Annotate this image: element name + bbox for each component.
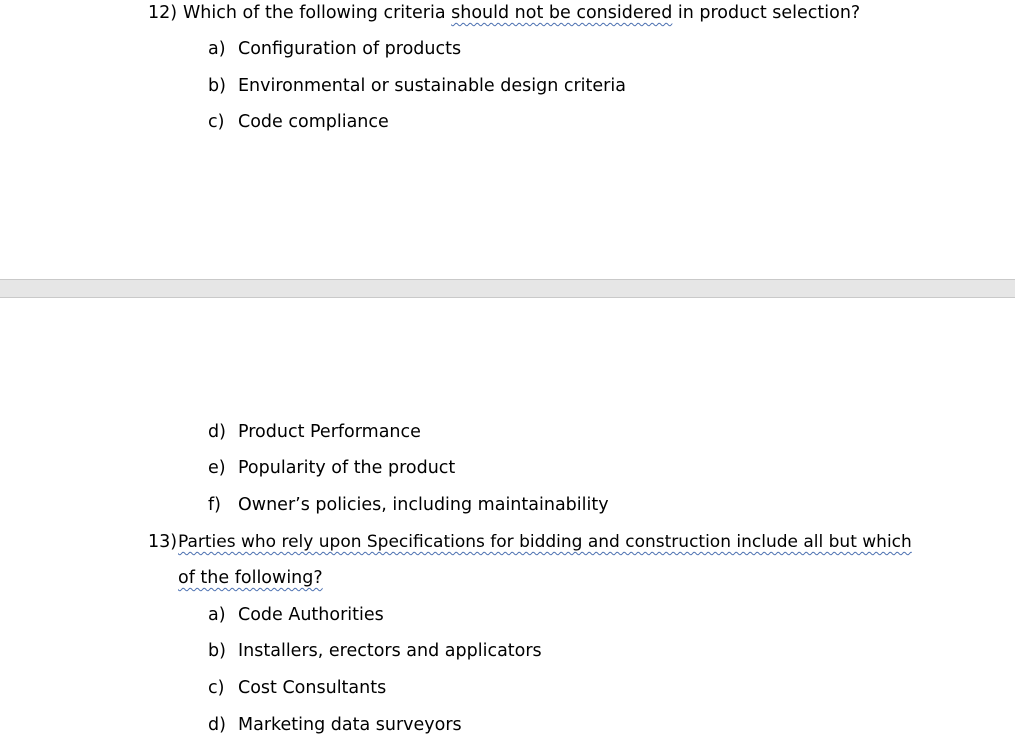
option-text: Owner’s policies, including maintainability — [238, 495, 609, 515]
grammar-flagged-phrase[interactable]: should not be considered — [451, 3, 673, 23]
grammar-flagged-question-text[interactable]: Parties who rely upon Specifications for bidding and construction include all but which — [178, 532, 912, 552]
option-letter: a) — [208, 39, 226, 59]
option-text: Code compliance — [238, 112, 389, 132]
option-letter: e) — [208, 458, 226, 478]
option-letter: b) — [208, 641, 226, 661]
option-text: Marketing data surveyors — [238, 715, 462, 735]
question-number: 12) — [148, 3, 178, 23]
option-letter: a) — [208, 605, 226, 625]
option-letter: c) — [208, 678, 225, 698]
option-text: Cost Consultants — [238, 678, 387, 698]
option-letter: d) — [208, 422, 226, 442]
document-page-top — [0, 0, 1015, 279]
option-text: Popularity of the product — [238, 458, 456, 478]
question-text — [183, 1, 860, 25]
option-letter: d) — [208, 715, 226, 735]
question-text-part: Which of the following criteria — [183, 3, 452, 23]
document-page-bottom — [0, 298, 1015, 752]
question-number: 13) — [148, 532, 178, 552]
grammar-flagged-question-text[interactable]: of the following? — [178, 568, 323, 588]
option-text: Installers, erectors and applicators — [238, 641, 542, 661]
option-text: Code Authorities — [238, 605, 384, 625]
page-break-gap — [0, 279, 1015, 298]
option-letter: b) — [208, 76, 226, 96]
option-text: Configuration of products — [238, 39, 462, 59]
option-text: Product Performance — [238, 422, 421, 442]
question-text-part: in product selection? — [672, 3, 861, 23]
option-letter: c) — [208, 112, 225, 132]
option-letter: f) — [208, 495, 221, 515]
option-text: Environmental or sustainable design criteria — [238, 76, 626, 96]
